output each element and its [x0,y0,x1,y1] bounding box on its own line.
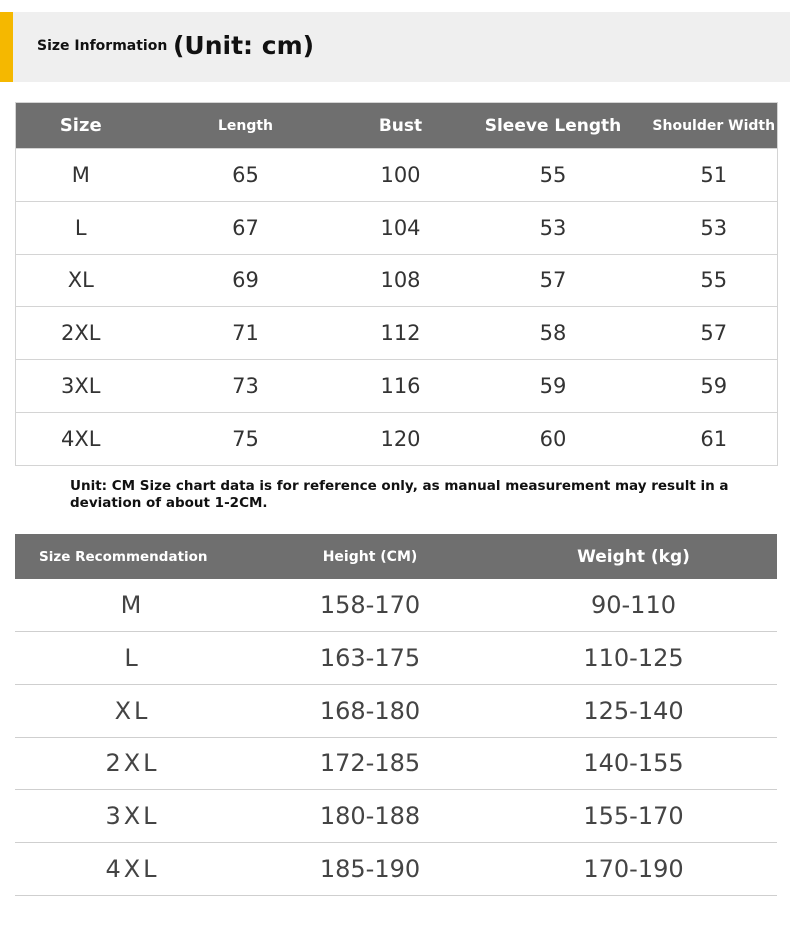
table-row [16,360,778,413]
col-height: Height (CM) [250,534,490,579]
cell-size: L [15,632,250,685]
cell-shoulder-width: 61 [651,412,778,465]
cell-sleeve-length: 53 [456,201,651,254]
cell-sleeve-length: 58 [456,307,651,360]
table-row [16,149,778,202]
cell-weight: 125-140 [490,684,777,737]
header-accent-bar [0,12,13,82]
cell-size: 2XL [16,307,146,360]
cell-size: L [16,201,146,254]
table-row [15,684,777,737]
cell-shoulder-width: 59 [651,360,778,413]
cell-shoulder-width: 51 [651,149,778,202]
cell-bust: 104 [346,201,456,254]
cell-shoulder-width: 55 [651,254,778,307]
cell-height: 172-185 [250,737,490,790]
cell-sleeve-length: 55 [456,149,651,202]
col-size-recommendation: Size Recommendation [15,534,250,579]
size-recommendation-table [15,534,777,896]
cell-size: 3XL [16,360,146,413]
cell-shoulder-width: 53 [651,201,778,254]
cell-height: 158-170 [250,579,490,632]
table-row [15,579,777,632]
cell-length: 67 [146,201,346,254]
table-row [16,307,778,360]
cell-height: 168-180 [250,684,490,737]
cell-height: 163-175 [250,632,490,685]
col-length: Length [146,103,346,149]
cell-bust: 112 [346,307,456,360]
size-chart-table [15,102,778,466]
cell-weight: 140-155 [490,737,777,790]
cell-bust: 100 [346,149,456,202]
table-row [15,790,777,843]
cell-sleeve-length: 57 [456,254,651,307]
cell-size: 3XL [15,790,250,843]
size-information-title: Size Information [37,38,168,54]
cell-bust: 120 [346,412,456,465]
cell-size: M [15,579,250,632]
cell-shoulder-width: 57 [651,307,778,360]
cell-length: 71 [146,307,346,360]
table-row [16,201,778,254]
table-row [15,632,777,685]
cell-size: XL [16,254,146,307]
col-weight: Weight (kg) [490,534,777,579]
cell-length: 75 [146,412,346,465]
cell-weight: 155-170 [490,790,777,843]
cell-size: M [16,149,146,202]
cell-bust: 116 [346,360,456,413]
col-bust: Bust [346,103,456,149]
cell-size: 4XL [15,842,250,895]
cell-length: 65 [146,149,346,202]
cell-weight: 90-110 [490,579,777,632]
table-row [16,412,778,465]
table-row [15,737,777,790]
cell-weight: 170-190 [490,842,777,895]
cell-size: 4XL [16,412,146,465]
table-row [16,254,778,307]
cell-size: XL [15,684,250,737]
cell-length: 73 [146,360,346,413]
col-shoulder-width: Shoulder Width [651,103,778,149]
cell-weight: 110-125 [490,632,777,685]
cell-size: 2XL [15,737,250,790]
unit-label: (Unit: cm) [173,31,315,60]
size-chart-header-row [16,103,778,149]
cell-sleeve-length: 59 [456,360,651,413]
cell-bust: 108 [346,254,456,307]
cell-sleeve-length: 60 [456,412,651,465]
measurement-note: Unit: CM Size chart data is for reference only, as manual measurement may result in a deviation of about 1-2CM. [70,478,729,511]
cell-height: 180-188 [250,790,490,843]
col-sleeve-length: Sleeve Length [456,103,651,149]
cell-length: 69 [146,254,346,307]
table-row [15,842,777,895]
col-size: Size [16,103,146,149]
cell-height: 185-190 [250,842,490,895]
recommendation-header-row [15,534,777,579]
